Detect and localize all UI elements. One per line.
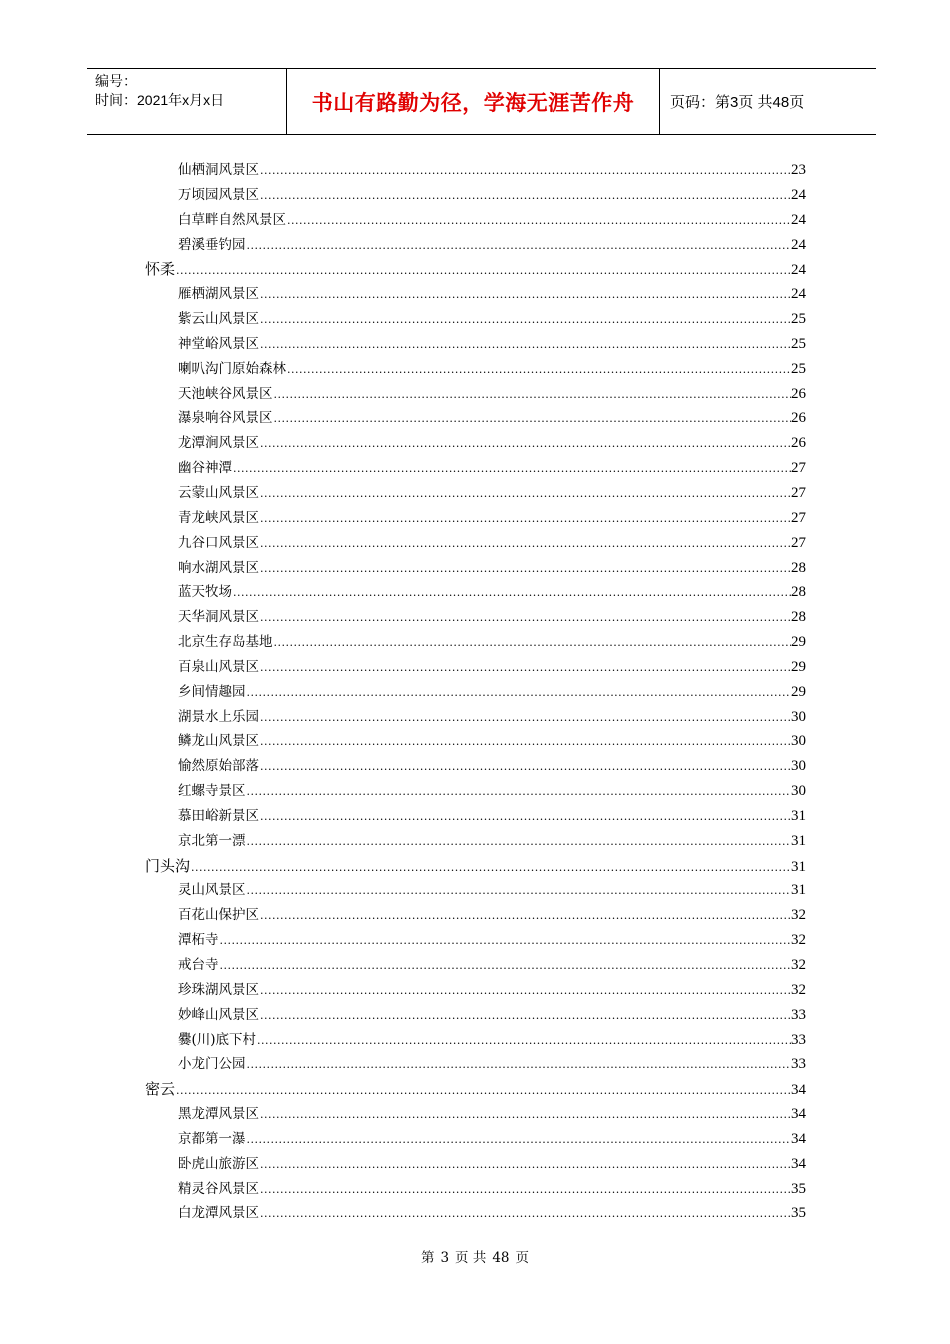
- toc-entry-page: 28: [791, 584, 806, 601]
- toc-entry[interactable]: [178, 1028, 806, 1053]
- table-of-contents: [0, 158, 950, 1226]
- toc-entry[interactable]: [178, 804, 806, 829]
- toc-entry-title: 爨(川)底下村: [178, 1031, 257, 1048]
- toc-entry-page: 32: [791, 907, 806, 924]
- toc-entry-page: 24: [791, 211, 806, 228]
- toc-entry[interactable]: [178, 829, 806, 854]
- toc-entry-title: 百花山保护区: [178, 907, 259, 924]
- toc-entry-page: 34: [791, 1155, 806, 1172]
- toc-entry-title: 京北第一漂: [178, 832, 246, 849]
- toc-entry-title: 小龙门公园: [178, 1056, 246, 1073]
- toc-dot-leader: [246, 234, 792, 259]
- toc-entry-title: 戒台寺: [178, 957, 219, 973]
- toc-dot-leader: [219, 929, 792, 954]
- toc-entry[interactable]: [178, 1102, 806, 1127]
- toc-entry-title: 百泉山风景区: [178, 658, 259, 675]
- footer-middle: 页 共: [455, 1250, 487, 1266]
- toc-dot-leader: [286, 358, 791, 383]
- toc-entry-title: 幽谷神潭: [178, 460, 232, 477]
- toc-entry-title: 蓝天牧场: [178, 584, 232, 601]
- toc-entry-page: 33: [791, 1031, 806, 1048]
- footer-total-pages: 48: [492, 1250, 510, 1266]
- toc-entry-title: 黑龙潭风景区: [178, 1106, 259, 1123]
- toc-entry-title: 碧溪垂钓园: [178, 236, 246, 253]
- toc-dot-leader: [256, 1029, 791, 1054]
- footer-suffix: 页: [515, 1250, 530, 1266]
- toc-entry[interactable]: [178, 183, 806, 208]
- footer-current-page: 3: [440, 1250, 450, 1266]
- toc-dot-leader: [273, 383, 792, 408]
- toc-entry-title: 鳞龙山风景区: [178, 733, 259, 750]
- header-meta: [87, 69, 287, 134]
- toc-entry-title: 湖景水上乐园: [178, 708, 259, 725]
- toc-entry-page: 25: [791, 360, 806, 377]
- toc-entry[interactable]: [178, 928, 806, 953]
- toc-entry-page: 24: [791, 236, 806, 253]
- toc-dot-leader: [259, 308, 791, 333]
- toc-entry-title: 北京生存岛基地: [178, 634, 273, 651]
- toc-entry-title: 红螺寺景区: [178, 783, 246, 800]
- toc-entry[interactable]: [178, 233, 806, 258]
- date-label: 时间：2021年x月x日: [95, 92, 225, 108]
- toc-entry-title: 门头沟: [145, 856, 191, 875]
- toc-dot-leader: [259, 507, 791, 532]
- toc-entry-title: 京都第一瀑: [178, 1130, 246, 1147]
- toc-entry[interactable]: [178, 1152, 806, 1177]
- toc-entry[interactable]: [178, 680, 806, 705]
- toc-entry-page: 33: [791, 1056, 806, 1073]
- toc-entry[interactable]: [178, 729, 806, 754]
- toc-entry-page: 30: [791, 783, 806, 800]
- toc-entry[interactable]: [178, 1127, 806, 1152]
- toc-entry-page: 26: [791, 410, 806, 427]
- toc-entry[interactable]: [178, 406, 806, 431]
- toc-entry-title: 白龙潭风景区: [178, 1205, 259, 1222]
- page-footer: [0, 1246, 950, 1266]
- toc-entry-page: 29: [791, 683, 806, 700]
- toc-dot-leader: [190, 856, 791, 881]
- toc-entry-title: 响水湖风景区: [178, 559, 259, 576]
- toc-dot-leader: [259, 184, 791, 209]
- toc-entry[interactable]: [178, 456, 806, 481]
- toc-entry[interactable]: [178, 382, 806, 407]
- toc-entry[interactable]: [178, 978, 806, 1003]
- toc-dot-leader: [259, 656, 791, 681]
- toc-dot-leader: [259, 755, 791, 780]
- toc-dot-leader: [259, 1103, 791, 1128]
- toc-entry[interactable]: [178, 655, 806, 680]
- toc-entry[interactable]: [178, 556, 806, 581]
- toc-entry-page: 32: [791, 932, 806, 949]
- toc-entry-page: 31: [791, 832, 806, 849]
- toc-entry[interactable]: [178, 1177, 806, 1202]
- toc-entry[interactable]: [178, 431, 806, 456]
- toc-entry[interactable]: [178, 630, 806, 655]
- toc-entry-page: 31: [791, 858, 806, 875]
- toc-entry-title: 龙潭涧风景区: [178, 435, 259, 452]
- toc-entry-page: 28: [791, 609, 806, 626]
- number-label: 编号：: [95, 73, 137, 89]
- toc-dot-leader: [259, 730, 791, 755]
- toc-dot-leader: [273, 631, 792, 656]
- toc-entry[interactable]: [178, 605, 806, 630]
- toc-section-entry[interactable]: [145, 854, 806, 879]
- header-page-info: 页码：第3页 共48页: [670, 94, 805, 111]
- toc-entry-page: 29: [791, 634, 806, 651]
- toc-entry-title: 白草畔自然风景区: [178, 211, 286, 228]
- toc-entry[interactable]: [178, 357, 806, 382]
- toc-dot-leader: [259, 557, 791, 582]
- toc-dot-leader: [246, 681, 792, 706]
- toc-entry-title: 乡间情趣园: [178, 683, 246, 700]
- toc-entry[interactable]: [178, 307, 806, 332]
- toc-entry-page: 34: [791, 1106, 806, 1123]
- toc-entry-title: 紫云山风景区: [178, 311, 259, 328]
- toc-entry-title: 慕田峪新景区: [178, 807, 259, 824]
- toc-entry-title: 灵山风景区: [178, 882, 246, 899]
- toc-entry-page: 26: [791, 385, 806, 402]
- toc-entry[interactable]: [178, 953, 806, 978]
- toc-dot-leader: [259, 1178, 791, 1203]
- toc-dot-leader: [286, 209, 791, 234]
- toc-entry[interactable]: [178, 1201, 806, 1226]
- toc-section-entry[interactable]: [145, 1077, 806, 1102]
- document-header: [87, 68, 876, 135]
- toc-entry[interactable]: [178, 208, 806, 233]
- toc-entry-title: 潭柘寺: [178, 932, 219, 949]
- toc-dot-leader: [259, 904, 791, 929]
- toc-entry[interactable]: [178, 1052, 806, 1077]
- toc-entry-title: 喇叭沟门原始森林: [178, 360, 286, 377]
- footer-prefix: 第: [420, 1250, 435, 1266]
- toc-entry[interactable]: [178, 779, 806, 804]
- toc-dot-leader: [259, 1004, 791, 1029]
- toc-entry-page: 26: [791, 435, 806, 452]
- toc-dot-leader: [259, 805, 791, 830]
- toc-entry-page: 25: [791, 311, 806, 328]
- toc-entry-title: 卧虎山旅游区: [178, 1155, 259, 1172]
- toc-dot-leader: [246, 879, 792, 904]
- toc-dot-leader: [246, 830, 792, 855]
- toc-entry[interactable]: [178, 158, 806, 183]
- toc-entry-title: 密云: [145, 1080, 176, 1099]
- toc-dot-leader: [259, 432, 791, 457]
- header-motto: 书山有路勤为径，学海无涯苦作舟: [287, 69, 660, 134]
- toc-entry-page: 24: [791, 286, 806, 303]
- toc-entry-page: 35: [791, 1180, 806, 1197]
- toc-entry-title: 雁栖湖风景区: [178, 286, 259, 303]
- toc-section-entry[interactable]: [145, 257, 806, 282]
- toc-entry[interactable]: [178, 481, 806, 506]
- toc-entry-page: 35: [791, 1205, 806, 1222]
- toc-entry-page: 30: [791, 708, 806, 725]
- toc-entry[interactable]: [178, 506, 806, 531]
- toc-dot-leader: [232, 581, 791, 606]
- toc-entry-page: 24: [791, 186, 806, 203]
- toc-dot-leader: [259, 482, 791, 507]
- toc-entry-title: 愉然原始部落: [178, 758, 259, 775]
- toc-entry-title: 神堂峪风景区: [178, 335, 259, 352]
- toc-entry-page: 28: [791, 559, 806, 576]
- toc-dot-leader: [259, 606, 791, 631]
- toc-entry-title: 怀柔: [145, 260, 176, 279]
- toc-entry-page: 25: [791, 335, 806, 352]
- toc-entry-page: 31: [791, 882, 806, 899]
- toc-dot-leader: [259, 1153, 791, 1178]
- toc-entry[interactable]: [178, 903, 806, 928]
- toc-dot-leader: [175, 259, 791, 284]
- toc-entry-page: 34: [791, 1082, 806, 1099]
- toc-entry-title: 妙峰山风景区: [178, 1006, 259, 1023]
- toc-entry-page: 34: [791, 1130, 806, 1147]
- toc-dot-leader: [259, 532, 791, 557]
- toc-entry-title: 天池峡谷风景区: [178, 385, 273, 402]
- toc-entry-page: 29: [791, 658, 806, 675]
- toc-entry[interactable]: [178, 282, 806, 307]
- toc-entry-title: 万顷园风景区: [178, 186, 259, 203]
- toc-entry-title: 珍珠湖风景区: [178, 981, 259, 998]
- toc-dot-leader: [246, 780, 792, 805]
- toc-entry-page: 30: [791, 733, 806, 750]
- toc-entry[interactable]: [178, 332, 806, 357]
- toc-entry[interactable]: [178, 754, 806, 779]
- toc-entry-title: 青龙峡风景区: [178, 509, 259, 526]
- toc-entry-page: 23: [791, 162, 806, 178]
- toc-entry-title: 云蒙山风景区: [178, 484, 259, 501]
- toc-entry-title: 瀑泉响谷风景区: [178, 410, 273, 427]
- toc-entry[interactable]: [178, 705, 806, 730]
- toc-dot-leader: [259, 706, 791, 731]
- toc-dot-leader: [219, 954, 792, 979]
- toc-entry-title: 天华洞风景区: [178, 609, 259, 626]
- toc-entry-page: 33: [791, 1006, 806, 1023]
- toc-entry-title: 九谷口风景区: [178, 534, 259, 551]
- toc-dot-leader: [259, 979, 791, 1004]
- toc-dot-leader: [232, 457, 791, 482]
- toc-entry-page: 27: [791, 534, 806, 551]
- toc-entry-page: 27: [791, 484, 806, 501]
- toc-entry-page: 24: [791, 262, 806, 279]
- toc-dot-leader: [273, 407, 792, 432]
- toc-dot-leader: [259, 283, 791, 308]
- toc-dot-leader: [259, 159, 791, 184]
- toc-entry-page: 27: [791, 509, 806, 526]
- toc-dot-leader: [246, 1128, 792, 1153]
- toc-entry-page: 32: [791, 981, 806, 998]
- toc-entry[interactable]: [178, 878, 806, 903]
- toc-dot-leader: [259, 333, 791, 358]
- toc-entry[interactable]: [178, 1003, 806, 1028]
- toc-entry-page: 30: [791, 758, 806, 775]
- toc-dot-leader: [175, 1079, 791, 1104]
- toc-entry-title: 精灵谷风景区: [178, 1180, 259, 1197]
- toc-entry-title: 仙栖洞风景区: [178, 162, 259, 178]
- toc-dot-leader: [246, 1053, 792, 1078]
- toc-entry-page: 32: [791, 957, 806, 973]
- toc-entry[interactable]: [178, 580, 806, 605]
- toc-dot-leader: [259, 1202, 791, 1227]
- toc-entry-page: 31: [791, 807, 806, 824]
- toc-entry[interactable]: [178, 531, 806, 556]
- toc-entry-page: 27: [791, 460, 806, 477]
